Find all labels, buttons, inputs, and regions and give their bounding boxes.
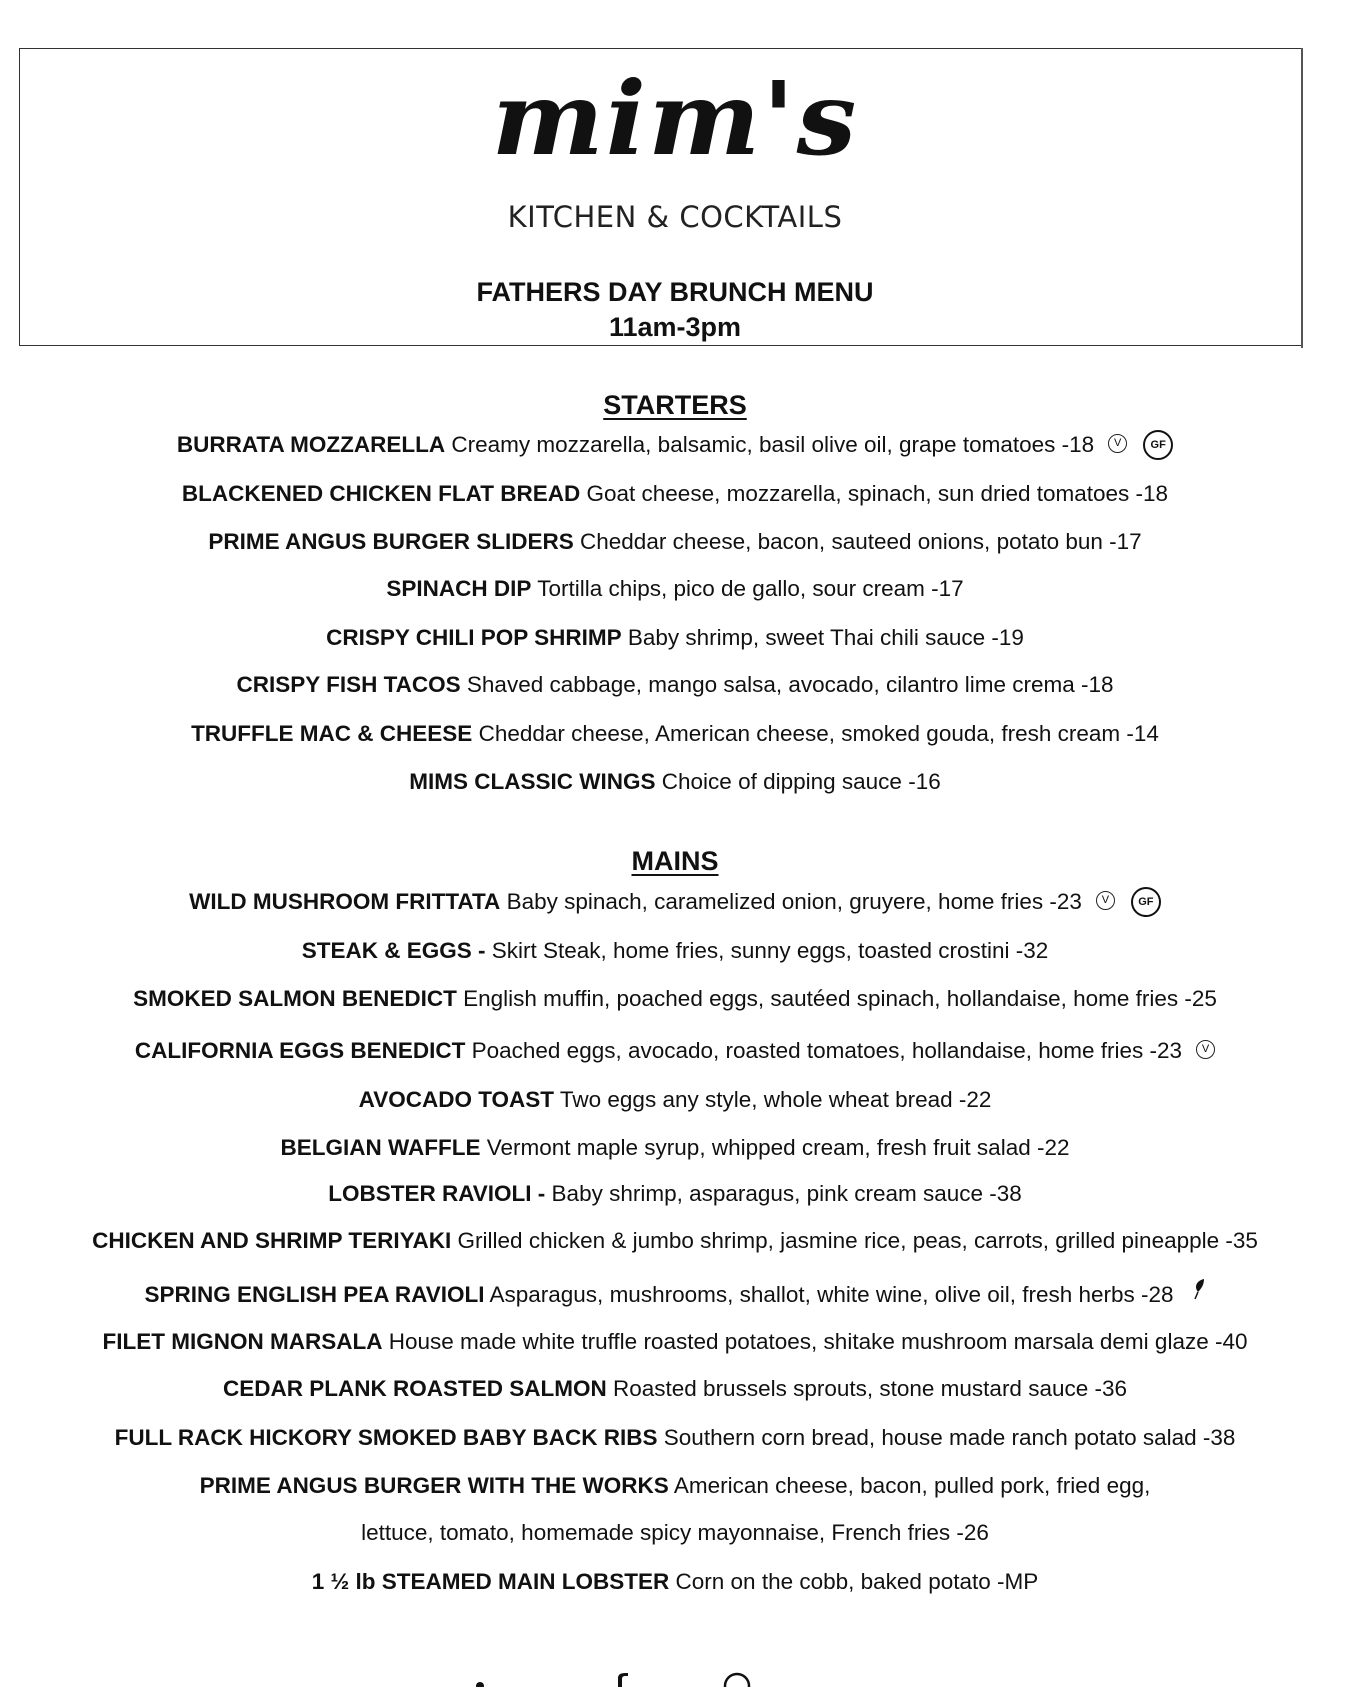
item-description: Cheddar cheese, American cheese, smoked gouda, fresh cream -14 (472, 721, 1159, 746)
item-description: Two eggs any style, whole wheat bread -22 (554, 1087, 992, 1112)
item-description: Goat cheese, mozzarella, spinach, sun dried tomatoes -18 (580, 481, 1169, 506)
logo-subtitle: KITCHEN & COCKTAILS (507, 200, 843, 234)
menu-item (0, 430, 1350, 460)
menu-item (0, 1133, 1350, 1163)
item-description: Cheddar cheese, bacon, sauteed onions, potato bun -17 (573, 529, 1142, 554)
item-description: Asparagus, mushrooms, shallot, white wine, olive oil, fresh herbs -28 (484, 1282, 1174, 1307)
item-name: AVOCADO TOAST (358, 1087, 555, 1112)
logo-wordmark: mim's (491, 59, 859, 178)
item-description: Corn on the cobb, baked potato -MP (669, 1569, 1039, 1594)
leaf-icon (1192, 1278, 1206, 1308)
vegetarian-badge-icon: V (1096, 891, 1115, 910)
menu-item (0, 1423, 1350, 1453)
item-description: House made white truffle roasted potatoes, shitake mushroom marsala demi glaze -40 (382, 1329, 1248, 1354)
menu-item (0, 1226, 1350, 1256)
menu-item (0, 719, 1350, 749)
item-description: American cheese, bacon, pulled pork, fried egg, (668, 1473, 1151, 1498)
social-icon (476, 1682, 484, 1687)
item-name: CHICKEN AND SHRIMP TERIYAKI (92, 1228, 452, 1253)
menu-item (0, 479, 1350, 509)
item-description: Roasted brussels sprouts, stone mustard sauce -36 (606, 1376, 1128, 1401)
menu-item (0, 1036, 1350, 1066)
item-name: PRIME ANGUS BURGER WITH THE WORKS (199, 1473, 669, 1498)
menu-item (0, 1471, 1350, 1501)
menu-item (0, 1374, 1350, 1404)
item-name: CRISPY FISH TACOS (236, 672, 461, 697)
menu-item (0, 1567, 1350, 1597)
item-name: SMOKED SALMON BENEDICT (133, 986, 457, 1011)
item-description: Creamy mozzarella, balsamic, basil olive oil, grape tomatoes -18 (445, 432, 1095, 457)
item-description: Baby shrimp, sweet Thai chili sauce -19 (621, 625, 1024, 650)
menu-item (0, 984, 1350, 1014)
menu-item (0, 936, 1350, 966)
menu-item (0, 623, 1350, 653)
menu-item (0, 887, 1350, 917)
mains-heading: MAINS (631, 846, 719, 876)
pinterest-icon (725, 1674, 749, 1687)
starters-heading: STARTERS (603, 390, 747, 420)
item-name: CRISPY CHILI POP SHRIMP (326, 625, 622, 650)
menu-item (0, 670, 1350, 700)
menu-item (0, 1085, 1350, 1115)
item-description: Grilled chicken & jumbo shrimp, jasmine rice, peas, carrots, grilled pineapple -35 (451, 1228, 1258, 1253)
item-description: Tortilla chips, pico de gallo, sour cream -17 (531, 576, 964, 601)
footer-social-icons (0, 1670, 1350, 1687)
vegetarian-badge-icon: V (1196, 1040, 1215, 1059)
item-name: PRIME ANGUS BURGER SLIDERS (208, 529, 574, 554)
item-name: 1 ½ lb STEAMED MAIN LOBSTER (311, 1569, 670, 1594)
vegetarian-badge-icon: V (1108, 434, 1127, 453)
item-description: Vermont maple syrup, whipped cream, fresh fruit salad -22 (480, 1135, 1070, 1160)
menu-item (0, 767, 1350, 797)
menu-item (0, 1278, 1350, 1310)
item-description: Choice of dipping sauce -16 (655, 769, 941, 794)
menu-item (0, 574, 1350, 604)
item-name: LOBSTER RAVIOLI - (328, 1181, 546, 1206)
item-name: FILET MIGNON MARSALA (102, 1329, 383, 1354)
item-description: Poached eggs, avocado, roasted tomatoes, hollandaise, home fries -23 (465, 1038, 1183, 1063)
menu-item (0, 1327, 1350, 1357)
menu-hours: 11am-3pm (608, 312, 742, 342)
item-name: FULL RACK HICKORY SMOKED BABY BACK RIBS (114, 1425, 658, 1450)
item-description: Shaved cabbage, mango salsa, avocado, cilantro lime crema -18 (460, 672, 1114, 697)
menu-title: FATHERS DAY BRUNCH MENU (476, 277, 874, 307)
item-name: BURRATA MOZZARELLA (176, 432, 446, 457)
item-description: Southern corn bread, house made ranch potato salad -38 (657, 1425, 1236, 1450)
item-name: STEAK & EGGS - (301, 938, 486, 963)
menu-item (0, 1179, 1350, 1209)
menu-item-continued (0, 1518, 1350, 1548)
item-description: lettuce, tomato, homemade spicy mayonnaise, French fries -26 (361, 1520, 989, 1545)
item-name: CALIFORNIA EGGS BENEDICT (134, 1038, 466, 1063)
item-description: English muffin, poached eggs, sautéed spinach, hollandaise, home fries -25 (456, 986, 1217, 1011)
item-name: CEDAR PLANK ROASTED SALMON (222, 1376, 607, 1401)
item-description: Skirt Steak, home fries, sunny eggs, toasted crostini -32 (485, 938, 1049, 963)
item-name: TRUFFLE MAC & CHEESE (191, 721, 473, 746)
item-name: WILD MUSHROOM FRITTATA (189, 889, 501, 914)
gluten-free-badge-icon: GF (1131, 887, 1161, 917)
item-name: MIMS CLASSIC WINGS (409, 769, 656, 794)
menu-item (0, 527, 1350, 557)
item-name: BELGIAN WAFFLE (280, 1135, 481, 1160)
facebook-icon (618, 1673, 628, 1687)
item-name: BLACKENED CHICKEN FLAT BREAD (181, 481, 581, 506)
item-description: Baby shrimp, asparagus, pink cream sauce -38 (545, 1181, 1022, 1206)
gluten-free-badge-icon: GF (1143, 430, 1173, 460)
item-name: SPRING ENGLISH PEA RAVIOLI (144, 1282, 485, 1307)
item-name: SPINACH DIP (386, 576, 532, 601)
item-description: Baby spinach, caramelized onion, gruyere, home fries -23 (500, 889, 1082, 914)
